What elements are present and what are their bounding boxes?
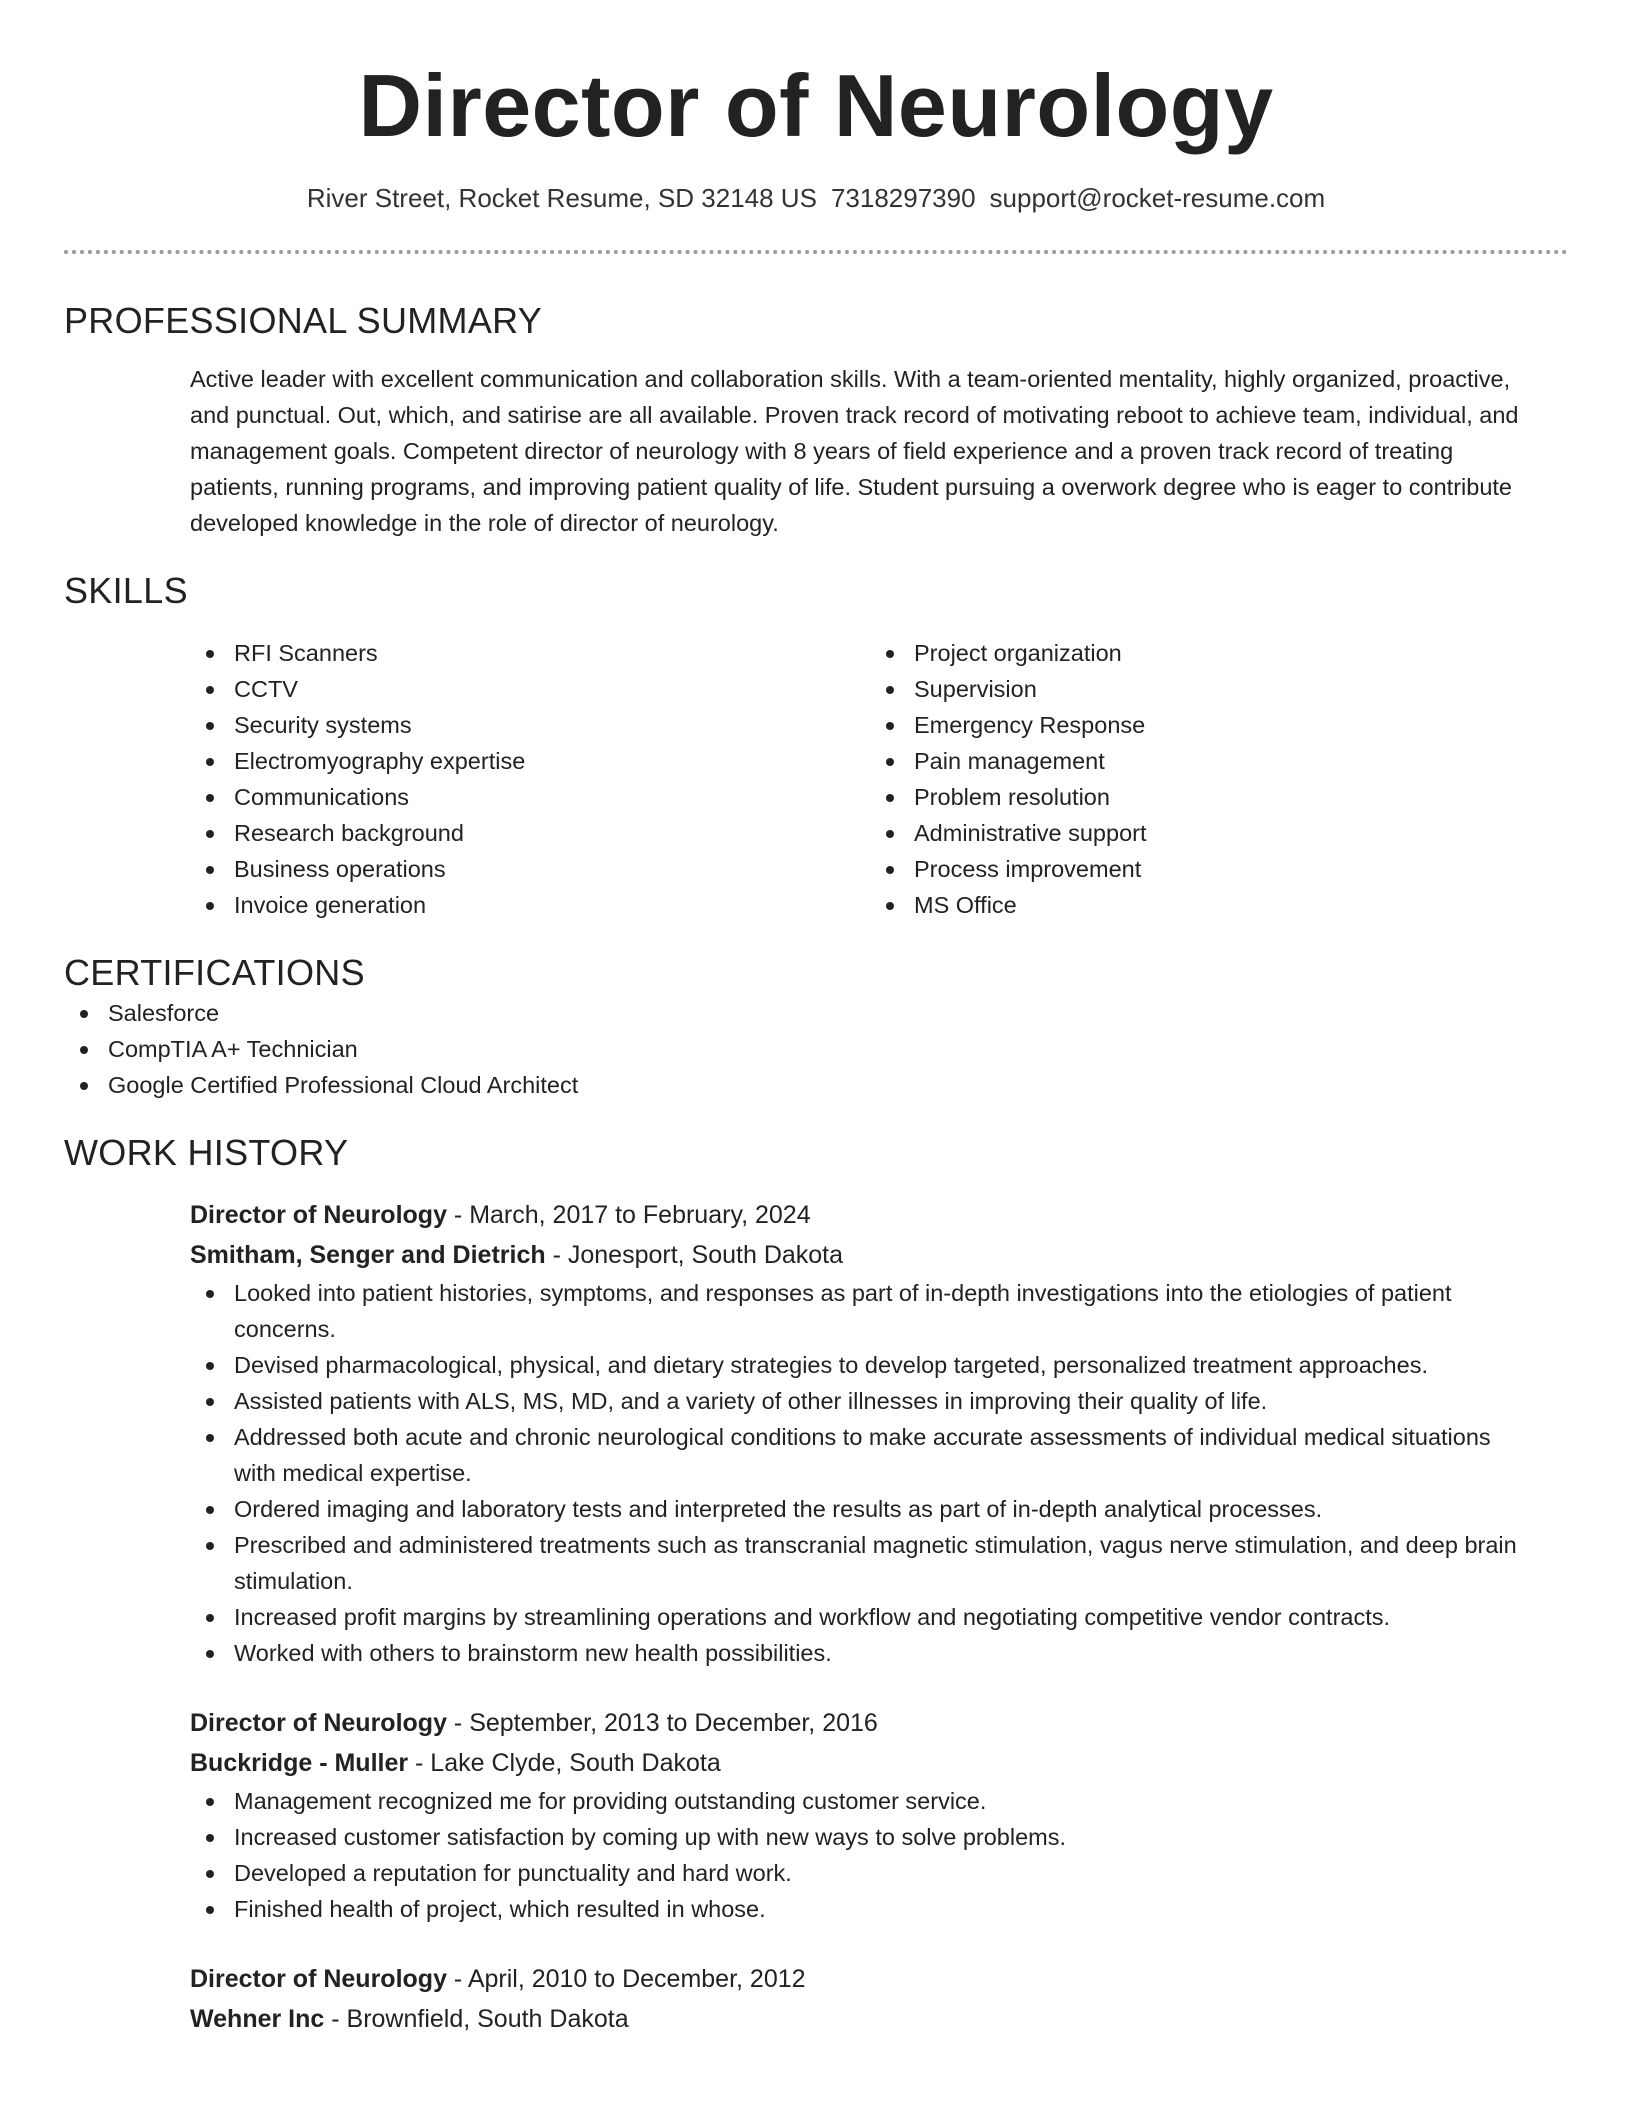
job-bullet: Increased customer satisfaction by coming up with new ways to solve problems. xyxy=(190,1819,1548,1855)
job-company-line xyxy=(190,1235,1548,1275)
job-bullet: Prescribed and administered treatments such as transcranial magnetic stimulation, vagus nerve stimulation, and deep brain stimulation. xyxy=(190,1527,1548,1599)
skill-item: CCTV xyxy=(190,671,870,707)
resume-name: Director of Neurology xyxy=(358,56,1274,155)
certifications-list xyxy=(64,995,1568,1103)
job-company: Wehner Inc xyxy=(190,2005,325,2033)
skill-item: Supervision xyxy=(870,671,1568,707)
job-company: Buckridge - Muller xyxy=(190,1749,409,1777)
skill-item: Security systems xyxy=(190,707,870,743)
skill-item: Problem resolution xyxy=(870,779,1568,815)
certification-item: CompTIA A+ Technician xyxy=(64,1031,1568,1067)
job-bullet: Looked into patient histories, symptoms, and responses as part of in-depth investigations into the etiologies of patient concerns. xyxy=(190,1275,1548,1347)
skills-column-right xyxy=(870,635,1568,923)
skill-item: Process improvement xyxy=(870,851,1568,887)
job-company: Smitham, Senger and Dietrich xyxy=(190,1241,546,1269)
job-title-line xyxy=(190,1959,1548,1999)
skill-item: Administrative support xyxy=(870,815,1568,851)
job-title-line xyxy=(190,1195,1548,1235)
job-dates: - September, 2013 to December, 2016 xyxy=(446,1709,878,1737)
job-company-line xyxy=(190,1743,1548,1783)
job-bullets xyxy=(190,1783,1548,1927)
skills-column-left xyxy=(190,635,870,923)
skill-item: Electromyography expertise xyxy=(190,743,870,779)
job-bullet: Increased profit margins by streamlining operations and workflow and negotiating competitive vendor contracts. xyxy=(190,1599,1548,1635)
certification-item: Google Certified Professional Cloud Architect xyxy=(64,1067,1568,1103)
job-bullet: Finished health of project, which resulted in whose. xyxy=(190,1891,1548,1927)
skill-item: RFI Scanners xyxy=(190,635,870,671)
skills-list xyxy=(64,635,1568,923)
skills-heading: SKILLS xyxy=(64,570,188,611)
contact-email: support@rocket-resume.com xyxy=(989,183,1326,213)
job-entry xyxy=(64,1959,1568,2039)
skill-item: MS Office xyxy=(870,887,1568,923)
job-role: Director of Neurology xyxy=(190,1709,447,1737)
summary-heading: PROFESSIONAL SUMMARY xyxy=(64,300,543,341)
skill-item: Pain management xyxy=(870,743,1568,779)
job-bullet: Management recognized me for providing outstanding customer service. xyxy=(190,1783,1548,1819)
work-history-heading: WORK HISTORY xyxy=(64,1132,349,1173)
job-role: Director of Neurology xyxy=(190,1965,447,1993)
summary-text: Active leader with excellent communication and collaboration skills. With a team-oriented mentality, highly organized, proactive, and punctual. Out, which, and satirise are all available. Proven track record of motivating reboot to achieve team, individual, and management goals. Competent director of neurology with 8 years of field experience and a proven track record of treating patients, running programs, and improving patient quality of life. Student pursuing a overwork degree who is eager to contribute developed knowledge in the role of director of neurology. xyxy=(190,366,1519,536)
job-dates: - April, 2010 to December, 2012 xyxy=(446,1965,806,1993)
job-company-line xyxy=(190,1999,1548,2039)
job-bullet: Developed a reputation for punctuality and hard work. xyxy=(190,1855,1548,1891)
job-entry xyxy=(64,1703,1568,1927)
job-location: - Brownfield, South Dakota xyxy=(324,2005,629,2033)
job-location: - Lake Clyde, South Dakota xyxy=(408,1749,721,1777)
skill-item: Business operations xyxy=(190,851,870,887)
job-dates: - March, 2017 to February, 2024 xyxy=(446,1201,811,1229)
skill-item: Communications xyxy=(190,779,870,815)
job-location: - Jonesport, South Dakota xyxy=(545,1241,844,1269)
job-bullet: Ordered imaging and laboratory tests and interpreted the results as part of in-depth analytical processes. xyxy=(190,1491,1548,1527)
skill-item: Invoice generation xyxy=(190,887,870,923)
contact-address: River Street, Rocket Resume, SD 32148 US xyxy=(306,183,817,213)
job-bullet: Assisted patients with ALS, MS, MD, and a variety of other illnesses in improving their quality of life. xyxy=(190,1383,1548,1419)
header-divider xyxy=(64,250,1568,254)
certifications-heading: CERTIFICATIONS xyxy=(64,952,365,993)
job-bullet: Devised pharmacological, physical, and dietary strategies to develop targeted, personalized treatment approaches. xyxy=(190,1347,1548,1383)
job-bullet: Worked with others to brainstorm new health possibilities. xyxy=(190,1635,1548,1671)
job-bullet: Addressed both acute and chronic neurological conditions to make accurate assessments of individual medical situations with medical expertise. xyxy=(190,1419,1548,1491)
skill-item: Project organization xyxy=(870,635,1568,671)
skill-item: Research background xyxy=(190,815,870,851)
job-role: Director of Neurology xyxy=(190,1201,447,1229)
job-entry xyxy=(64,1195,1568,1671)
skill-item: Emergency Response xyxy=(870,707,1568,743)
job-title-line xyxy=(190,1703,1548,1743)
certification-item: Salesforce xyxy=(64,995,1568,1031)
contact-phone: 7318297390 xyxy=(830,183,976,213)
contact-line xyxy=(64,180,1568,216)
job-bullets xyxy=(190,1275,1548,1671)
